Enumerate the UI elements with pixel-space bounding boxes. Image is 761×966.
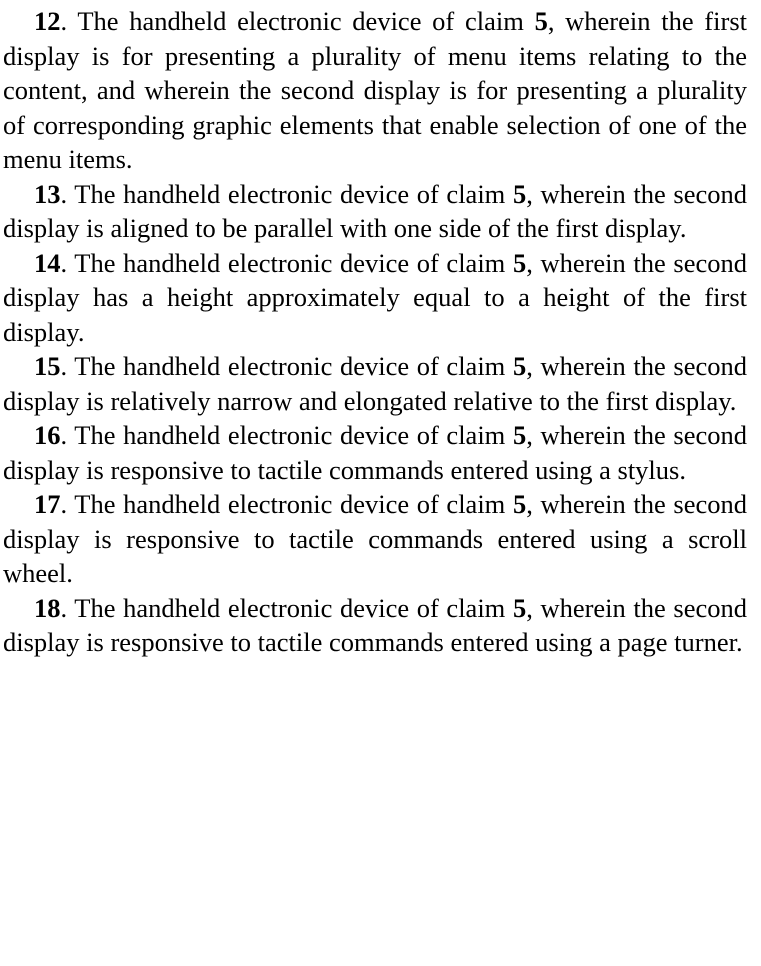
claim-reference: 5 — [512, 247, 527, 278]
claims-page — [3, 4, 747, 660]
claim-text: , wherein the second display is aligned to be parallel with one side of the first display. — [3, 178, 748, 243]
claim-text: . The handheld electronic device of claim — [60, 247, 513, 278]
claim-text: , wherein the second display is responsive to tactile commands entered using a scroll wheel. — [3, 489, 748, 588]
claim-18 — [3, 591, 747, 660]
claim-text: , wherein the second display has a height approximately equal to a height of the first display. — [3, 247, 748, 347]
claim-number: 12 — [34, 6, 61, 36]
claim-text: . The handheld electronic device of claim — [60, 420, 513, 450]
claim-reference: 5 — [512, 489, 527, 519]
claim-number: 18 — [34, 592, 61, 623]
claim-text: , wherein the second display is responsive to tactile commands entered using a page turner. — [3, 592, 748, 657]
claim-12 — [3, 4, 747, 177]
claim-reference: 5 — [512, 178, 527, 209]
claim-text: , wherein the second display is relatively narrow and elongated relative to the first display. — [3, 351, 748, 416]
claim-14 — [3, 246, 747, 350]
claim-reference: 5 — [512, 351, 527, 381]
claim-16 — [3, 418, 747, 487]
claim-number: 13 — [34, 178, 61, 209]
claim-text: . The handheld electronic device of claim — [60, 6, 535, 36]
claim-number: 17 — [34, 489, 61, 519]
claim-number: 14 — [34, 247, 61, 278]
claim-15 — [3, 349, 747, 418]
claim-text: . The handheld electronic device of claim — [60, 489, 513, 519]
claim-number: 15 — [34, 351, 61, 381]
claim-text: , wherein the second display is responsive to tactile commands entered using a stylus. — [3, 420, 748, 485]
claim-17 — [3, 487, 747, 591]
claim-text: , wherein the first display is for presenting a plurality of menu items relating to the content, and wherein the second display is for presenting a plurality of corresponding graphic elements that enable selection of one of the menu items. — [3, 6, 747, 174]
claim-text: . The handheld electronic device of claim — [60, 592, 513, 623]
claim-number: 16 — [34, 420, 61, 450]
claim-reference: 5 — [534, 6, 548, 36]
claim-reference: 5 — [512, 420, 527, 450]
claim-text: . The handheld electronic device of claim — [60, 178, 513, 209]
claim-13 — [3, 177, 747, 246]
claim-reference: 5 — [512, 592, 527, 623]
claim-text: . The handheld electronic device of claim — [60, 351, 513, 381]
